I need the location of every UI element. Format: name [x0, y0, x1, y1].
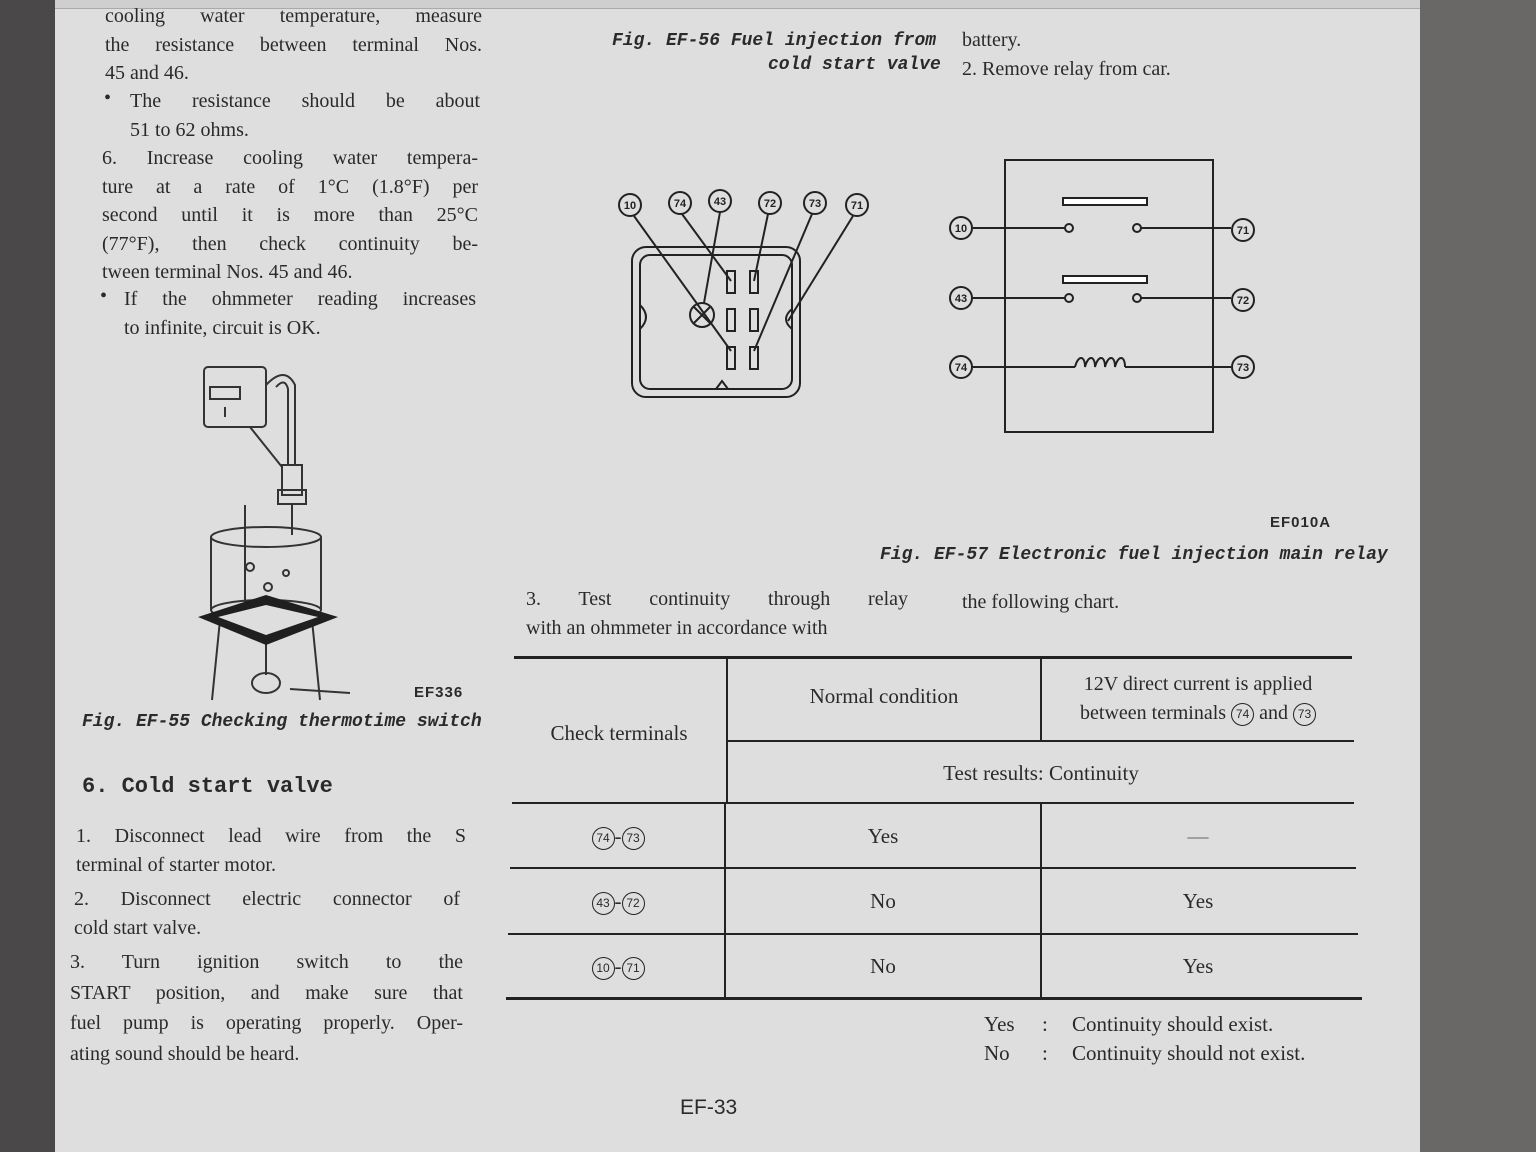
figure-caption: Fig. EF-57 Electronic fuel injection main relay [880, 545, 1388, 565]
table-row-terminals: 43 - 72 [512, 889, 724, 915]
step-3-paragraph [70, 947, 463, 1069]
text-line: 3. Test continuity through relay [526, 588, 908, 610]
table-rule [1040, 658, 1042, 742]
text-line: If the ohmmeter reading increases [124, 288, 476, 310]
terminal-circle: 72 [622, 892, 645, 915]
terminal-label: 74 [954, 362, 968, 374]
legend-key: No [984, 1041, 1010, 1065]
step-1-paragraph [76, 822, 466, 879]
header-applied-prefix: between terminals [1080, 702, 1227, 724]
table-cell-applied: — [1187, 824, 1209, 848]
step-6-paragraph [102, 144, 478, 287]
terminal-label: 73 [808, 198, 822, 210]
terminal-label: 43 [713, 196, 727, 208]
figure-code: EF010A [1270, 514, 1332, 531]
header-applied-and: and [1259, 702, 1288, 724]
terminal-label: 72 [1236, 295, 1250, 307]
thermotime-switch-illustration [190, 355, 350, 705]
figure-caption: cold start valve [768, 55, 941, 75]
terminal-label: 74 [673, 198, 687, 210]
step-3-relay-text [962, 588, 1119, 617]
text-line: 6. Increase cooling water tempera- [102, 147, 478, 169]
legend-separator: : [1042, 1012, 1048, 1036]
header-applied: 12V direct current is applied [1083, 673, 1313, 695]
table-rule [506, 997, 1362, 1000]
header-check-terminals: Check terminals [550, 721, 688, 745]
table-cell-normal: No [870, 889, 896, 913]
text-line: 3. Turn ignition switch to the [70, 951, 463, 973]
intro-paragraph [105, 2, 482, 88]
screen-bezel [1420, 0, 1536, 1152]
table-cell-normal: Yes [867, 824, 899, 848]
terminal-circle: 10 [592, 957, 615, 980]
table-rule [508, 933, 1358, 935]
terminal-circle: 43 [592, 892, 615, 915]
text-line: terminal of starter motor. [76, 853, 276, 876]
terminal-label: 71 [1236, 225, 1250, 237]
terminal-label: 43 [954, 293, 968, 305]
terminal-label: 73 [1236, 362, 1250, 374]
terminal-label: 71 [850, 200, 864, 212]
header-normal-condition: Normal condition [809, 684, 959, 708]
bullet-dot: • [104, 87, 112, 109]
text-line: fuel pump is operating properly. Oper- [70, 1012, 463, 1034]
figure-code: EF336 [414, 684, 464, 701]
table-rule [510, 867, 1356, 869]
table-rule [512, 802, 1354, 804]
text-line: tween terminal Nos. 45 and 46. [102, 261, 353, 283]
table-rule [514, 656, 1352, 659]
text-line: START position, and make sure that [70, 981, 463, 1004]
text-line: battery. [962, 29, 1022, 51]
text-line: 1. Disconnect lead wire from the S [76, 825, 466, 847]
table-row-terminals: 10 - 71 [512, 954, 724, 980]
text-line: the resistance between terminal Nos. [105, 33, 482, 56]
page-number: EF-33 [680, 1096, 738, 1119]
bullet-dot: • [100, 285, 108, 307]
terminal-label: 10 [954, 223, 968, 235]
section-heading: 6. Cold start valve [82, 774, 333, 799]
text-line: 45 and 46. [105, 62, 189, 84]
text-line: (77°F), then check continuity be- [102, 232, 478, 255]
header-test-results: Test results: Continuity [943, 761, 1139, 785]
terminal-circle: 71 [622, 957, 645, 980]
figure-caption: Fig. EF-56 Fuel injection from [612, 31, 937, 51]
bullet-paragraph [124, 285, 476, 342]
step-2-paragraph [74, 885, 460, 942]
terminal-label: 10 [623, 200, 637, 212]
table-cell-applied: Yes [1182, 889, 1214, 913]
bullet-paragraph [130, 87, 480, 144]
main-relay-schematic [945, 150, 1265, 440]
step-3-relay-text [526, 585, 908, 642]
text-line: The resistance should be about [130, 90, 480, 112]
text-line: second until it is more than 25°C [102, 204, 478, 226]
table-row-terminals: 74 - 73 [512, 824, 724, 850]
text-line: to infinite, circuit is OK. [124, 316, 321, 339]
text-line: cold start valve. [74, 916, 202, 939]
figure-caption: Fig. EF-55 Checking thermotime switch [82, 712, 482, 732]
header-applied-terminals [1042, 702, 1354, 726]
text-line: 2. Disconnect electric connector of [74, 888, 460, 910]
text-line: 51 to 62 ohms. [130, 118, 249, 141]
text-line: ating sound should be heard. [70, 1042, 300, 1065]
text-line: with an ohmmeter in accordance with [526, 616, 828, 639]
text-line: the following chart. [962, 591, 1120, 613]
right-column-text [962, 26, 1292, 83]
table-cell-applied: Yes [1182, 954, 1214, 978]
text-line: 2. Remove relay from car. [962, 57, 1171, 80]
legend-text: Continuity should not exist. [1072, 1041, 1306, 1065]
terminal-circle: 74 [592, 827, 615, 850]
terminal-circle: 73 [1293, 703, 1316, 726]
legend-key: Yes [984, 1012, 1015, 1036]
text-line: cooling water temperature, measure [105, 5, 482, 27]
legend-separator: : [1042, 1041, 1048, 1065]
legend-text: Continuity should exist. [1072, 1012, 1274, 1036]
terminal-label: 72 [763, 198, 777, 210]
text-line: ture at a rate of 1°C (1.8°F) per [102, 175, 478, 198]
table-rule [728, 740, 1354, 742]
terminal-circle: 74 [1231, 703, 1254, 726]
table-cell-normal: No [870, 954, 896, 978]
relay-connector-diagram [600, 185, 900, 415]
terminal-circle: 73 [622, 827, 645, 850]
